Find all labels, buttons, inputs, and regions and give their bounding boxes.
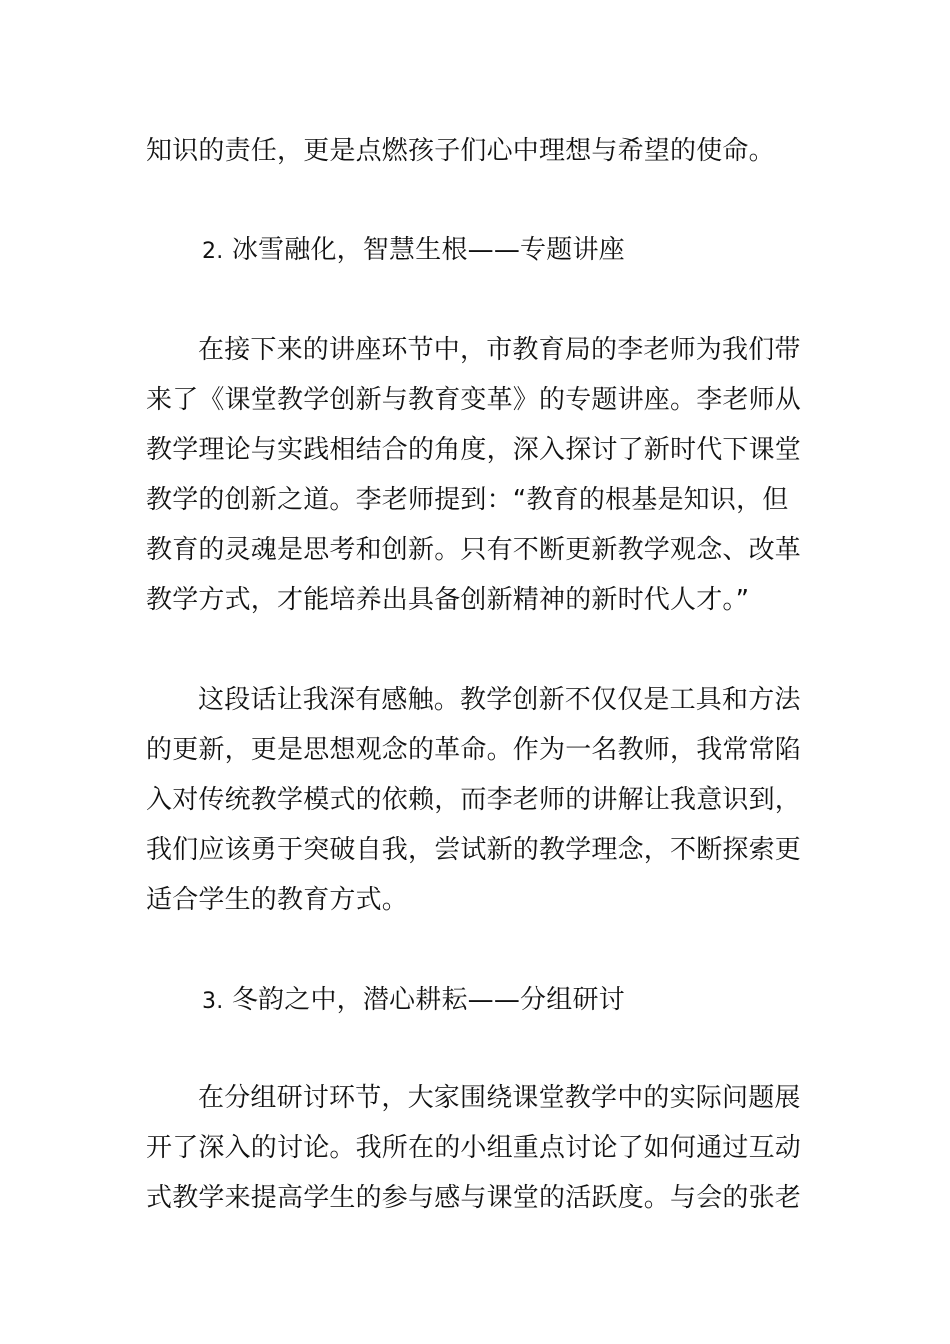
paragraph-line: 式教学来提高学生的参与感与课堂的活跃度。与会的张老: [146, 1183, 802, 1213]
section-title: 冬韵之中，潜心耕耘——分组研讨: [231, 985, 625, 1015]
paragraph-line: 我们应该勇于突破自我，尝试新的教学理念，不断探索更: [146, 835, 802, 865]
paragraph-line: 的更新，更是思想观念的革命。作为一名教师，我常常陷: [146, 735, 802, 765]
paragraph-line: 知识的责任，更是点燃孩子们心中理想与希望的使命。: [146, 136, 775, 166]
paragraph-line: 教育的灵魂是思考和创新。只有不断更新教学观念、改革: [146, 535, 802, 565]
paragraph-line: 教学的创新之道。李老师提到：“教育的根基是知识，但: [146, 485, 789, 515]
paragraph-line: 这段话让我深有感触。教学创新不仅仅是工具和方法: [198, 685, 801, 715]
paragraph-line: 开了深入的讨论。我所在的小组重点讨论了如何通过互动: [146, 1133, 802, 1163]
paragraph-line: 适合学生的教育方式。: [146, 885, 409, 915]
section-title: 冰雪融化，智慧生根——专题讲座: [231, 235, 625, 265]
section-heading-3: [202, 980, 882, 1022]
section-heading-2: [202, 230, 882, 272]
paragraph-line: 教学理论与实践相结合的角度，深入探讨了新时代下课堂: [146, 435, 802, 465]
paragraph-line: 在分组研讨环节，大家围绕课堂教学中的实际问题展: [198, 1083, 801, 1113]
paragraph-line: 教学方式，才能培养出具备创新精神的新时代人才。”: [146, 585, 750, 615]
paragraph-line: 来了《课堂教学创新与教育变革》的专题讲座。李老师从: [146, 385, 802, 415]
section-number: 2.: [202, 239, 224, 264]
paragraph-line: 入对传统教学模式的依赖，而李老师的讲解让我意识到，: [146, 785, 802, 815]
section-number: 3.: [202, 989, 224, 1014]
paragraph-line: 在接下来的讲座环节中，市教育局的李老师为我们带: [198, 335, 801, 365]
